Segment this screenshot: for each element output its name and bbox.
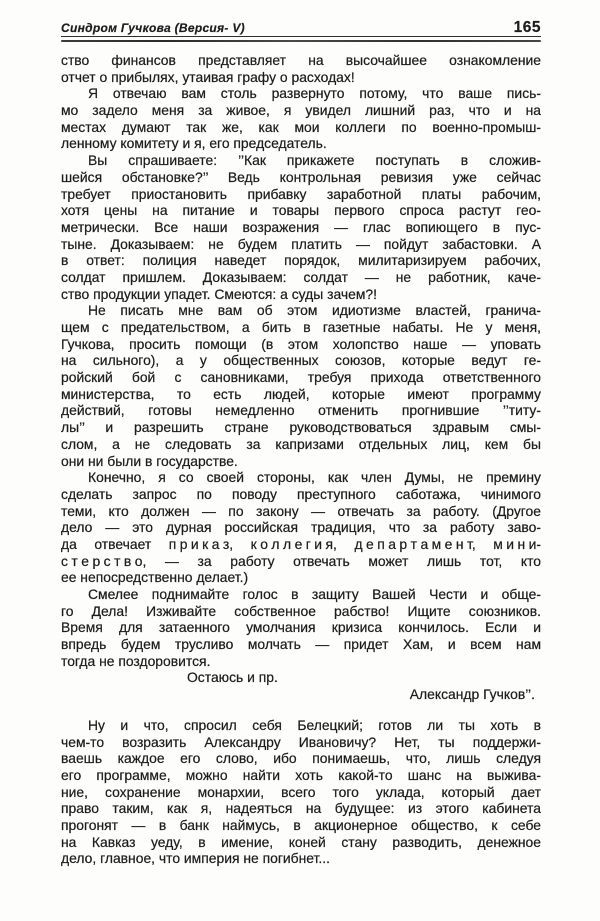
text-line: Не писать мне вам об этом идиотизме властей, гранича- <box>88 302 541 319</box>
text-line: чем-то возразить Александру Ивановичу? Нет, ты поддержи- <box>61 733 541 750</box>
text-line: Конечно, я со своей стороны, как член Думы, не премину <box>88 469 541 486</box>
text-line: Смелее поднимайте голос в защиту Вашей Чести и обще- <box>88 586 541 602</box>
text-line: местах думают так же, как мои коллеги по военно-промыш- <box>61 118 541 135</box>
text-line: метрически. Все наши возражения — глас вопиющего в пус- <box>61 218 541 235</box>
text-line: право таким, как я, надеяться на будущее: из этого кабинета <box>61 800 541 817</box>
text-line: ройский бой с сановниками, требуя прихода ответственного <box>61 369 541 386</box>
header-rule-thick <box>61 40 541 43</box>
text-line: ние, сохранение монархии, всего того уклада, который дает <box>61 783 541 800</box>
text-line: лы’’ и разрешить стране руководствоваться здравым смы- <box>61 419 541 436</box>
text-line: солдат пришлем. Доказываем: солдат — не работник, каче- <box>61 268 541 285</box>
page-body <box>61 52 541 867</box>
text-line: впредь будем трусливо молчать — придет Хам, и всем нам <box>61 636 541 653</box>
text-line: ваешь каждое его слово, ибо понимаешь, что, лишь следуя <box>61 750 541 767</box>
text-line: на Кавказ уеду, в имение, коней стану разводить, денежное <box>61 833 541 850</box>
text-line: Гучкова, просить помощи (в этом холопство наше — уповать <box>61 335 541 352</box>
text-line: сделать запрос по поводу преступного саботажа, чинимого <box>61 485 541 502</box>
text-line: Александр Гучков’’. <box>409 686 535 703</box>
text-line: Время для затаенного умолчания кризиса кончилось. Если и <box>61 619 541 636</box>
text-line: тогда не поздоровится. <box>61 652 211 669</box>
running-title: Синдром Гучкова (Версия- V) <box>61 21 245 35</box>
text-line: тыне. Доказываем: не будем платить — пойдут забастовки. А <box>61 235 541 252</box>
text-line: требует приостановить прибавку заработной платы рабочим, <box>61 185 541 202</box>
text-line: теми, кто должен — по закону — отвечать за работу. (Другое <box>61 502 541 519</box>
text-line: дело — это дурная российская традиция, что за работу заво- <box>61 519 541 536</box>
text-line: да отвечает п р и к а з, к о л л е г и я, д е п а р т а м е н т, м и н и- <box>61 535 541 552</box>
paragraph-gap <box>61 703 541 717</box>
text-line: действий, готовы немедленно отменить прогнившие ’’титу- <box>61 402 541 419</box>
text-line: Я отвечаю вам столь развернуто потому, что ваше пись- <box>88 85 541 102</box>
text-line: ее непосредственно делает.) <box>61 569 249 586</box>
text-line: хотя цены на питание и товары первого спроса растут гео- <box>61 202 541 219</box>
text-line: ство продукции упадет. Смеются: а суды зачем?! <box>61 285 378 302</box>
text-line: в ответ: полиция наведет порядок, милитаризируем рабочих, <box>61 252 541 269</box>
text-line: Ну и что, спросил себя Белецкий; готов ли ты хоть в <box>88 716 541 733</box>
text-line: го Дела! Изживайте собственное рабство! Ищите союзников. <box>61 602 541 619</box>
text-line: слом, а не следовать за капризами отдельных лиц, кем бы <box>61 435 541 452</box>
text-line: они ни были в государстве. <box>61 452 238 469</box>
page-number: 165 <box>513 19 541 36</box>
text-line: министерства, то есть людей, которые имеют программу <box>61 385 541 402</box>
text-line: Вы спрашиваете: ’’Как прикажете поступать в сложив- <box>88 152 541 169</box>
text-line: дело, главное, что империя не погибнет... <box>61 850 330 867</box>
text-line: шейся обстановке?’’ Ведь контрольная ревизия уже сейчас <box>61 168 541 185</box>
text-line: отчет о прибылях, утаивая графу о расходах! <box>61 68 355 85</box>
text-line: его программе, можно найти хоть какой-то шанс на выжива- <box>61 766 541 783</box>
text-line: с т е р с т в о, — за работу отвечать может лишь тот, кто <box>61 552 541 569</box>
text-line: ленному комитету и я, его председатель. <box>61 135 327 152</box>
text-line: мо задело меня за живое, я увидел лишний раз, что и на <box>61 102 541 119</box>
page-header <box>61 19 541 37</box>
text-line: на сильного), а у общественных союзов, которые ведут ге- <box>61 352 541 369</box>
text-line: щем с предательством, а бить в газетные набаты. Не у меня, <box>61 319 541 335</box>
text-line: прогонят — в банк наймусь, в акционерное общество, к себе <box>61 816 541 833</box>
text-line: ство финансов представляет на высочайшее ознакомление <box>61 52 541 68</box>
header-rule-thin <box>61 36 541 37</box>
text-line: Остаюсь и пр. <box>187 669 278 686</box>
